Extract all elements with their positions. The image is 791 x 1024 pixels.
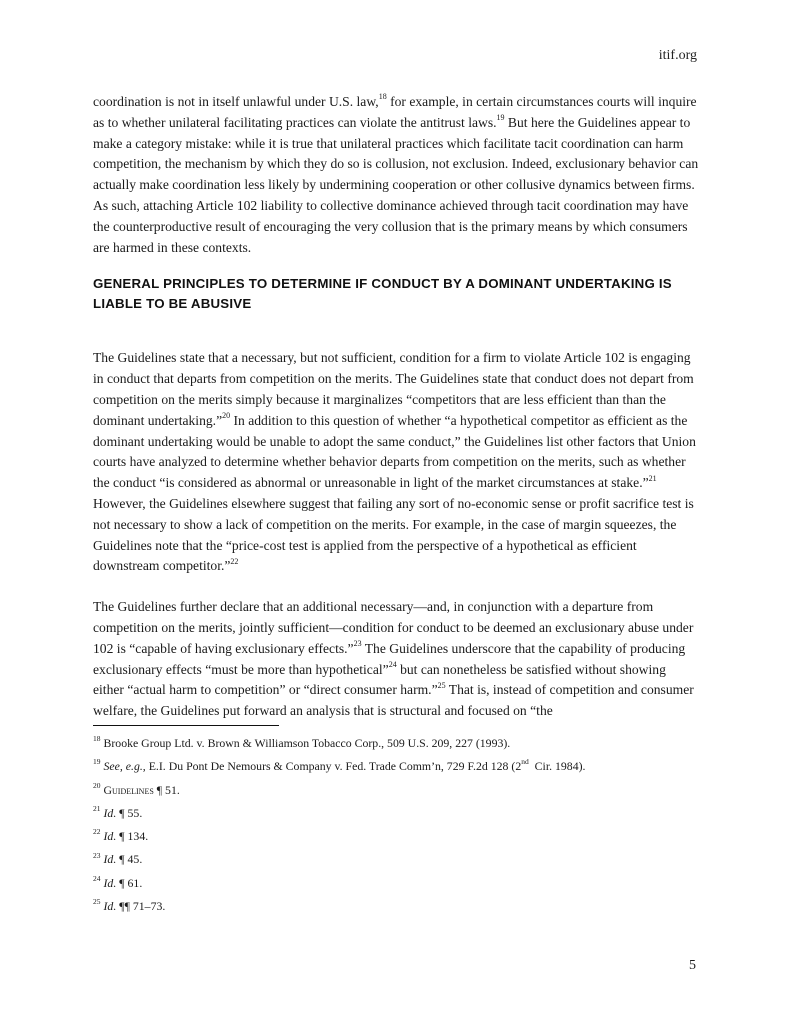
- paragraph-2-text-a: The Guidelines state that a necessary, but not sufficient, condition for a firm to violate Article 102 is engaging in conduct that departs from competition on the merits. The Guidelines state that conduct does not depart from competition on the merits simply because it marginalizes “competitors that are less efficient than than the dominant undertaking.”: [93, 350, 694, 428]
- footnotes: [93, 736, 699, 922]
- paragraph-3-text-d: That is, instead of competition and consumer welfare, the Guidelines put forward an analysis that is structural and focused on “the: [93, 682, 694, 719]
- paragraph-2: [93, 348, 699, 577]
- footnote-24: [93, 873, 699, 891]
- footnote-number: 23: [93, 850, 101, 860]
- footnote-23: [93, 852, 699, 867]
- footnote-ordinal: nd: [521, 757, 529, 767]
- footnote-20: [93, 780, 699, 798]
- footnote-ref-21[interactable]: 21: [648, 473, 657, 483]
- footnote-signal: See, e.g.,: [103, 759, 146, 774]
- paragraph-1-text-b: for example, in certain circumstances courts will inquire as to whether unilateral facilitating practices can violate the antitrust laws.: [93, 94, 697, 130]
- paragraph-3-text-b: The Guidelines underscore that the capability of producing exclusionary effects “must be more than hypothetical”: [93, 640, 686, 677]
- footnote-number: 19: [93, 757, 101, 767]
- footnote-text: ¶ 55.: [116, 805, 143, 820]
- footnote-id: Id.: [103, 829, 117, 844]
- paragraph-3: [93, 597, 699, 722]
- paragraph-3-text-a: The Guidelines further declare that an additional necessary—and, in conjunction with a departure from competition on the merits, jointly sufficient—condition for conduct to be deemed an exclusionary abuse under 102 is “capable of having exclusionary effects.”: [93, 599, 694, 656]
- footnote-text: ¶¶ 71–73.: [116, 899, 166, 914]
- page-number: 5: [689, 958, 696, 973]
- paragraph-1-text-a: coordination is not in itself unlawful under U.S. law,: [93, 94, 379, 109]
- footnote-number: 18: [93, 734, 101, 744]
- footnote-text: Brooke Group Ltd. v. Brown & Williamson Tobacco Corp., 509 U.S. 209, 227 (1993).: [103, 736, 511, 750]
- footnote-number: 22: [93, 827, 101, 837]
- footnote-ref-23[interactable]: 23: [353, 639, 362, 649]
- footnote-ref-24[interactable]: 24: [388, 660, 397, 669]
- footnote-ref-19[interactable]: 19: [496, 113, 505, 123]
- footnote-22: [93, 829, 699, 844]
- footnote-text: ¶ 51.: [153, 782, 180, 797]
- footnote-number: 20: [93, 780, 101, 790]
- paragraph-1-text-c: But here the Guidelines appear to make a category mistake: while it is true that unilateral practices which facilitate tacit coordination can harm competition, the mechanism by which they do so is collusion, not exclusion. Indeed, exclusionary behavior can actually make coordination less likely by undermining cooperation or other collusive dynamics between firms. As such, attaching Article 102 liability to collective dominance achieved through tacit coordination may have the counterproductive result of encouraging the very collusion that is the primary means by which consumers are harmed in these contexts.: [93, 114, 699, 255]
- footnote-ref-18[interactable]: 18: [378, 92, 387, 102]
- footnote-text: E.I. Du Pont De Nemours & Company v. Fed. Trade Comm’n, 729 F.2d 128 (2: [145, 759, 522, 774]
- footnote-text: Cir. 1984).: [531, 759, 586, 774]
- footnote-id: Id.: [103, 805, 117, 820]
- footnote-divider: [93, 725, 279, 726]
- footnote-21: [93, 803, 699, 821]
- footnote-text: ¶ 45.: [116, 852, 143, 867]
- footnote-25: [93, 899, 699, 914]
- footnote-id: Id.: [103, 852, 117, 867]
- header-site: itif.org: [658, 48, 697, 63]
- footnote-ref-22[interactable]: 22: [230, 556, 239, 566]
- footnote-number: 25: [93, 897, 101, 907]
- footnote-number: 21: [93, 803, 101, 813]
- footnote-source: Guidelines: [103, 782, 154, 797]
- footnote-id: Id.: [103, 899, 117, 914]
- footnote-ref-25[interactable]: 25: [437, 680, 446, 690]
- section-heading: GENERAL PRINCIPLES TO DETERMINE IF CONDUCT BY A DOMINANT UNDERTAKING IS LIABLE TO BE ABUSIVE: [93, 276, 672, 312]
- footnote-text: ¶ 134.: [116, 829, 149, 844]
- footnote-id: Id.: [103, 875, 117, 890]
- paragraph-1: [93, 92, 699, 258]
- main-body: [93, 92, 699, 742]
- footnote-number: 24: [93, 873, 101, 883]
- footnote-text: ¶ 61.: [116, 875, 143, 890]
- footnote-19: [93, 759, 699, 774]
- footnote-ref-20[interactable]: 20: [222, 411, 231, 421]
- paragraph-2-text-b: In addition to this question of whether “a hypothetical competitor as efficient as the dominant undertaking would be unable to adopt the same conduct,” the Guidelines list other factors that Union courts have analyzed to determine whether behavior departs from competition on the merits, such as whether the conduct “is considered as abnormal or unreasonable in light of the market circumstances at stake.”: [93, 412, 696, 491]
- paragraph-2-text-c: However, the Guidelines elsewhere suggest that failing any sort of no-economic sense or profit sacrifice test is not necessary to show a lack of competition on the merits. For example, in the case of margin squeezes, the Guidelines note that the “price-cost test is applied from the perspective of a hypothetical as efficient downstream competitor.”: [93, 495, 694, 574]
- paragraph-3-text-c: but can nonetheless be satisfied without showing either “actual harm to competition” or “direct consumer harm.”: [93, 661, 666, 698]
- footnote-18: [93, 736, 699, 751]
